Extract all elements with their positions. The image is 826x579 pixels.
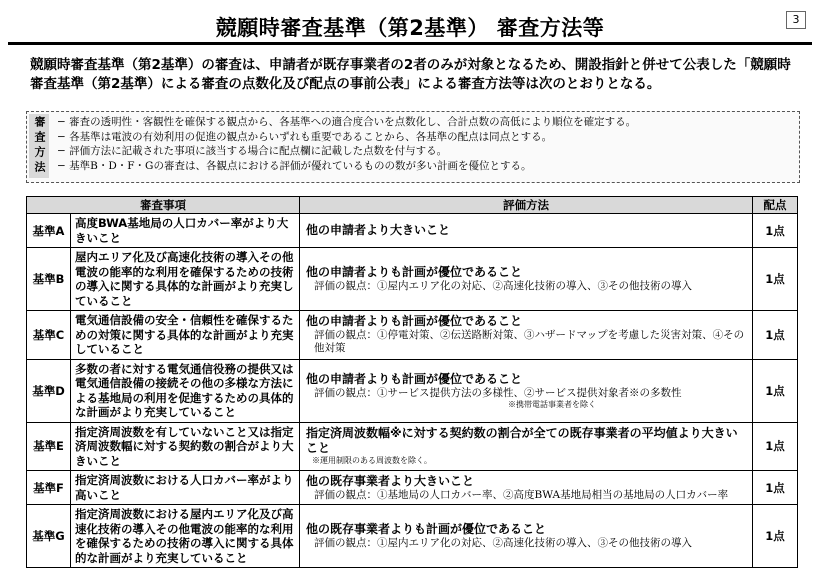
table-row bbox=[27, 422, 798, 471]
criteria-table bbox=[26, 196, 798, 568]
review-item-text: 高度BWA基地局の人口カバー率がより大きいこと bbox=[71, 214, 300, 248]
review-method-item: − 各基準は電波の有効利用の促進の観点からいずれも重要であることから、各基準の配点は同点とする。 bbox=[57, 130, 636, 145]
evaluation-cell bbox=[300, 359, 753, 422]
evaluation-main: 他の申請者よりも計画が優位であること bbox=[306, 314, 523, 329]
evaluation-cell bbox=[300, 214, 753, 248]
evaluation-cell bbox=[300, 471, 753, 505]
review-item-text: 電気通信設備の安全・信頼性を確保するための対策に関する具体的な計画がより充実していること bbox=[71, 311, 300, 360]
criterion-label: 基準C bbox=[27, 311, 71, 360]
score-value: 1点 bbox=[753, 248, 798, 311]
table-row bbox=[27, 359, 798, 422]
evaluation-cell bbox=[300, 248, 753, 311]
table-row bbox=[27, 311, 798, 360]
score-value: 1点 bbox=[753, 214, 798, 248]
evaluation-main: 他の申請者よりも計画が優位であること bbox=[306, 371, 523, 386]
review-item-text: 指定済周波数における屋内エリア化及び高速化技術の導入その他電波の能率的な利用を確保するための技術の導入に関する具体的な計画がより充実していること bbox=[71, 505, 300, 568]
evaluation-main: 指定済周波数幅※に対する契約数の割合が全ての既存事業者の平均値より大きいこと bbox=[306, 426, 738, 456]
criterion-label: 基準B bbox=[27, 248, 71, 311]
score-value: 1点 bbox=[753, 311, 798, 360]
page-number: 3 bbox=[786, 11, 806, 29]
evaluation-footnote: ※運用制限のある周波数を除く。 bbox=[312, 456, 432, 466]
evaluation-main: 他の申請者よりも計画が優位であること bbox=[306, 265, 523, 279]
evaluation-main: 他の申請者より大きいこと bbox=[306, 223, 451, 237]
page-title: 競願時審査基準（第2基準） 審査方法等 bbox=[215, 16, 605, 40]
review-method-box bbox=[26, 111, 800, 183]
evaluation-viewpoints: 評価の観点：①サービス提供方法の多様性、②サービス提供対象者※の多数性 bbox=[314, 386, 682, 399]
evaluation-cell bbox=[300, 311, 753, 360]
criterion-label: 基準E bbox=[27, 422, 71, 471]
evaluation-viewpoints: 評価の観点：①屋内エリア化の対応、②高速化技術の導入、③その他技術の導入 bbox=[314, 537, 692, 549]
header-review-item: 審査事項 bbox=[27, 197, 300, 214]
table-row bbox=[27, 248, 798, 311]
evaluation-viewpoints: 評価の観点：①停電対策、②伝送路断対策、③ハザードマップを考慮した災害対策、④その他対策 bbox=[314, 329, 745, 355]
review-method-item: − 審査の透明性・客観性を確保する観点から、各基準への適合度合いを点数化し、合計点数の高低により順位を確定する。 bbox=[57, 115, 636, 130]
table-row bbox=[27, 214, 798, 248]
title-bar bbox=[8, 8, 812, 45]
score-value: 1点 bbox=[753, 505, 798, 568]
header-evaluation-method: 評価方法 bbox=[300, 197, 753, 214]
evaluation-viewpoints: 評価の観点：①屋内エリア化の対応、②高速化技術の導入、③その他技術の導入 bbox=[314, 280, 692, 292]
criterion-label: 基準A bbox=[27, 214, 71, 248]
score-value: 1点 bbox=[753, 422, 798, 471]
review-method-item: − 基準B・D・F・Gの審査は、各観点における評価が優れているものの数が多い計画を優位とする。 bbox=[57, 159, 636, 174]
criterion-label: 基準F bbox=[27, 471, 71, 505]
criterion-label: 基準D bbox=[27, 359, 71, 422]
score-value: 1点 bbox=[753, 359, 798, 422]
table-row bbox=[27, 505, 798, 568]
review-item-text: 屋内エリア化及び高速化技術の導入その他電波の能率的な利用を確保するための技術の導入に関する具体的な計画がより充実していること bbox=[71, 248, 300, 311]
review-item-text: 指定済周波数を有していないこと又は指定済周波数幅に対する契約数の割合がより大きいこと bbox=[71, 422, 300, 471]
header-score: 配点 bbox=[753, 197, 798, 214]
criterion-label: 基準G bbox=[27, 505, 71, 568]
evaluation-main: 他の既存事業者よりも計画が優位であること bbox=[306, 522, 547, 536]
intro-paragraph: 競願時審査基準（第2基準）の審査は、申請者が既存事業者の2者のみが対象となるため、開設指針と併せて公表した「競願時審査基準（第2基準）による審査の点数化及び配点の事前公表」による審査方法等は次のとおりとなる。 bbox=[30, 57, 791, 92]
table-row bbox=[27, 471, 798, 505]
evaluation-cell bbox=[300, 422, 753, 471]
table-header-row bbox=[27, 197, 798, 214]
review-method-item: − 評価方法に記載された事項に該当する場合に配点欄に記載した点数を付与する。 bbox=[57, 144, 636, 159]
review-method-list bbox=[57, 115, 636, 173]
evaluation-main: 他の既存事業者より大きいこと bbox=[306, 473, 475, 488]
evaluation-cell bbox=[300, 505, 753, 568]
score-value: 1点 bbox=[753, 471, 798, 505]
evaluation-footnote: ※携帯電話事業者を除く bbox=[508, 399, 596, 409]
evaluation-viewpoints: 評価の観点：①基地局の人口カバー率、②高度BWA基地局相当の基地局の人口カバー率 bbox=[314, 488, 729, 501]
review-item-text: 指定済周波数における人口カバー率がより高いこと bbox=[71, 471, 300, 505]
review-method-label: 審査方法 bbox=[29, 114, 49, 178]
review-item-text: 多数の者に対する電気通信役務の提供又は電気通信設備の接続その他の多様な方法による基地局の利用を促進するための具体的な計画がより充実していること bbox=[71, 359, 300, 422]
